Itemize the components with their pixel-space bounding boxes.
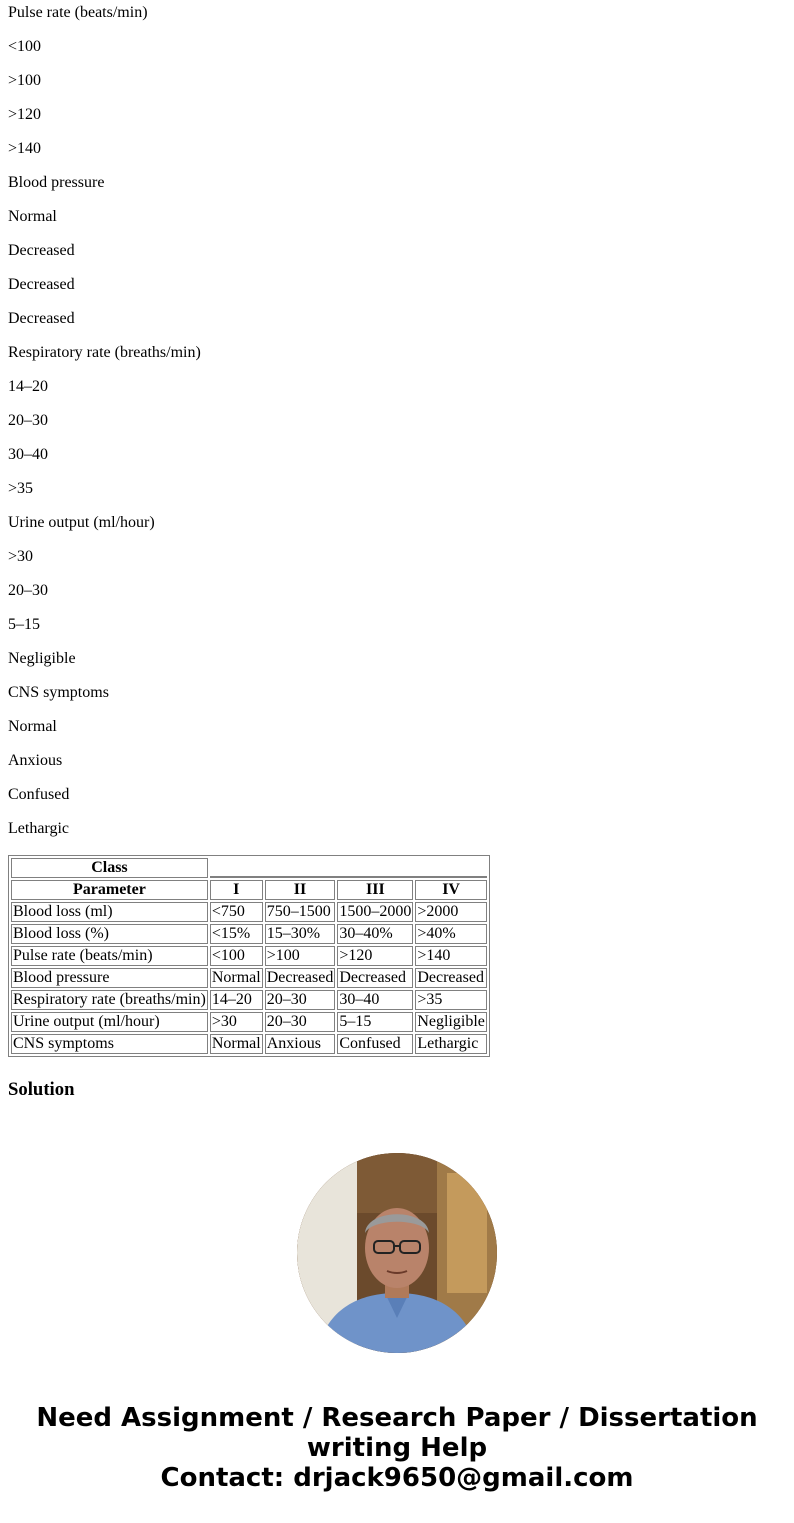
list-item: >30 [8,548,34,565]
table-cell: >120 [337,946,413,966]
list-item: 5–15 [8,616,40,633]
table-cell: <750 [210,902,263,922]
empty-header-cell [210,858,487,878]
column-header: IV [415,880,487,900]
list-item: 20–30 [8,412,48,429]
list-item: Confused [8,786,70,803]
hemorrhage-class-table-wrap [8,855,490,1057]
table-row [11,946,487,966]
table-row [11,968,487,988]
table-row [11,924,487,944]
table-cell: 750–1500 [265,902,336,922]
table-cell: >30 [210,1012,263,1032]
list-item: Normal [8,718,57,735]
table-cell: 1500–2000 [339,903,412,920]
hemorrhage-class-table [8,855,490,1057]
list-item: Lethargic [8,820,70,837]
table-row [11,902,487,922]
table-cell: >100 [265,946,336,966]
promo-banner [0,1403,794,1493]
table-cell: Pulse rate (beats/min) [11,946,208,966]
obscured-solution-text [8,1116,794,1126]
table-cell: >40% [415,924,487,944]
list-item: Urine output (ml/hour) [8,514,155,531]
table-cell: 14–20 [210,990,263,1010]
table-cell: Anxious [265,1034,336,1054]
table-cell: 20–30 [265,1012,336,1032]
list-item: 14–20 [8,378,48,395]
list-item: 30–40 [8,446,48,463]
table-cell: Respiratory rate (breaths/min) [13,991,206,1008]
list-item: Negligible [8,650,76,667]
column-header: II [265,880,336,900]
table-cell: Decreased [415,968,487,988]
table-cell: Negligible [417,1013,485,1030]
list-item: Decreased [8,310,75,327]
list-item: >35 [8,480,34,497]
author-photo-icon [297,1153,497,1353]
list-item: Decreased [8,242,75,259]
list-item: <100 [8,38,42,55]
table-row [11,1012,487,1032]
table-cell: Decreased [266,969,334,986]
list-item: >120 [8,106,42,123]
table-cell: Normal [211,969,261,986]
list-item: >140 [8,140,42,157]
table-cell: Blood pressure [11,968,208,988]
list-item: Blood pressure [8,174,105,191]
column-header: Parameter [11,880,208,900]
list-item: 20–30 [8,582,48,599]
list-item: Normal [8,208,57,225]
table-cell: 5–15 [337,1012,413,1032]
list-item: >100 [8,72,42,89]
list-item: Pulse rate (beats/min) [8,4,148,21]
table-cell: Normal [211,1035,261,1052]
table-class-row [11,858,487,878]
column-header: III [337,880,413,900]
table-cell: 15–30% [265,924,336,944]
solution-heading: Solution [8,1079,75,1100]
list-item: CNS symptoms [8,684,109,701]
table-cell: Urine output (ml/hour) [11,1012,208,1032]
table-cell: <100 [210,946,263,966]
promo-contact: Contact: drjack9650@gmail.com [160,1463,634,1493]
plain-text-list [8,4,708,854]
list-item: Decreased [8,276,75,293]
class-header-cell: Class [11,858,208,878]
table-cell: Confused [337,1034,413,1054]
list-item: Respiratory rate (breaths/min) [8,344,201,361]
list-item: Anxious [8,752,63,769]
column-header: I [210,880,263,900]
table-cell: >35 [415,990,487,1010]
table-cell: Blood loss (%) [11,924,208,944]
table-cell: <15% [210,924,263,944]
author-avatar [297,1153,497,1353]
table-cell: Blood loss (ml) [11,902,208,922]
table-cell: 20–30 [265,990,336,1010]
table-cell: CNS symptoms [11,1034,208,1054]
table-cell: Decreased [337,968,413,988]
table-cell: 30–40% [337,924,413,944]
promo-line-2: writing Help [306,1433,488,1463]
table-row [11,1034,487,1054]
table-cell: 30–40 [337,990,413,1010]
table-cell: Lethargic [415,1034,487,1054]
table-cell: >140 [415,946,487,966]
table-cell: >2000 [415,902,487,922]
table-row [11,990,487,1010]
table-header-row [11,880,487,900]
promo-line-1: Need Assignment / Research Paper / Dissertation [36,1403,758,1433]
